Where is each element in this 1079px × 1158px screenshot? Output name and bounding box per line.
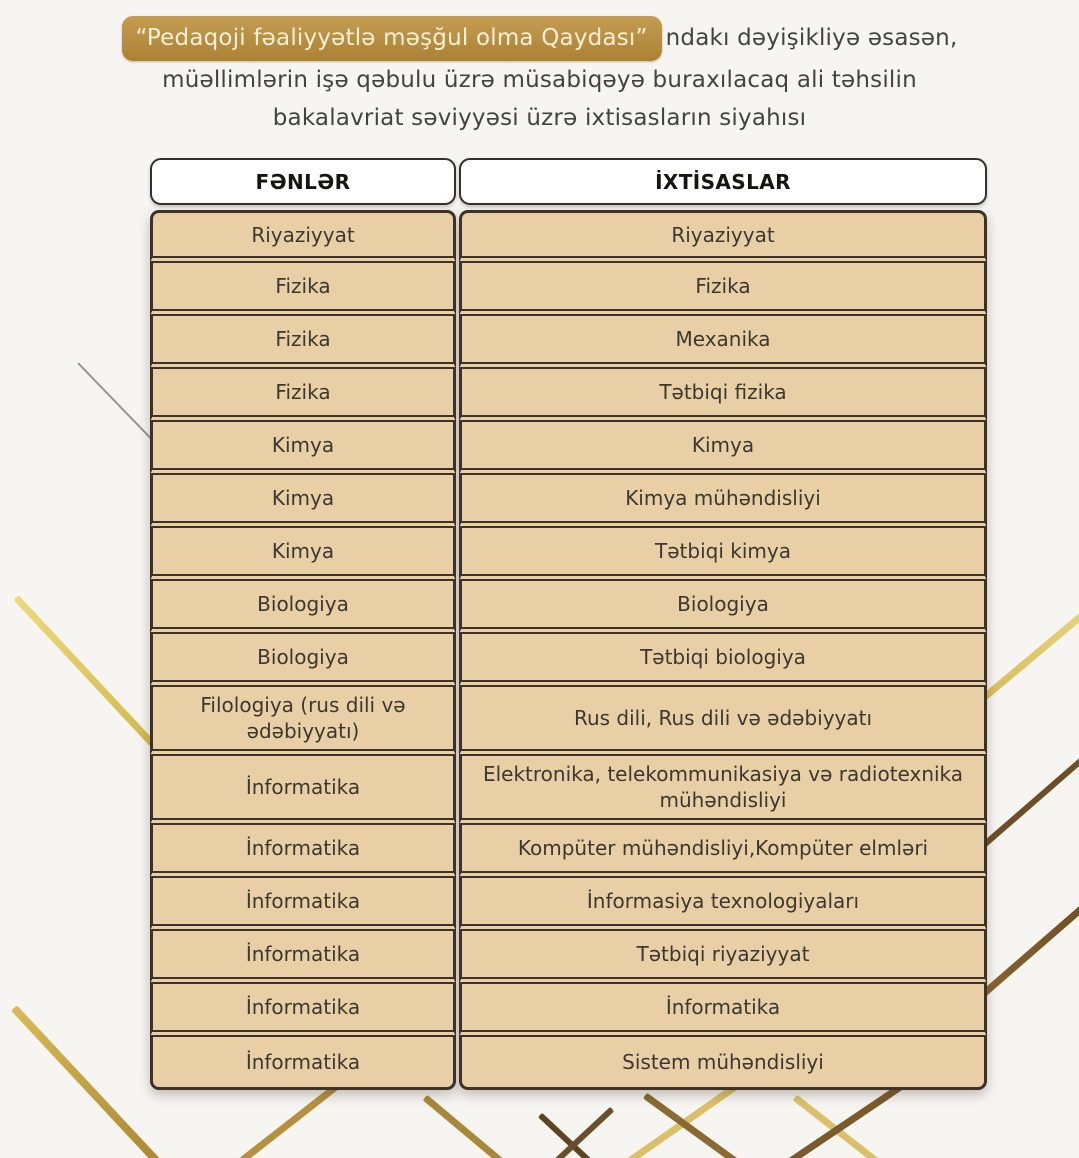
table-cell: [150, 687, 456, 756]
table-cell: [459, 1037, 987, 1090]
table-cell: [150, 931, 456, 984]
cell-text: İnformatika: [245, 995, 361, 1019]
table-cell: [150, 475, 456, 528]
cell-text: Kimya: [691, 433, 755, 457]
cell-text: İnformatika: [245, 836, 361, 860]
decorative-line-right-brown: [975, 747, 1079, 853]
cell-text: Tətbiqi riyaziyyat: [636, 942, 810, 966]
cell-text: Fizika: [275, 274, 331, 298]
table-cell: [150, 581, 456, 634]
table-header-row: [150, 158, 987, 205]
decorative-line-gray: [77, 362, 156, 444]
table-cell: [459, 931, 987, 984]
table-cell: [150, 210, 456, 263]
cell-text: Fizika: [275, 327, 331, 351]
title-line-3: bakalavriat səviyyəsi üzrə ixtisasların siyahısı: [272, 105, 807, 131]
table-cell: [459, 825, 987, 878]
table-cell: [459, 263, 987, 316]
table-cell: [459, 878, 987, 931]
cell-text: İnformasiya texnologiyaları: [586, 889, 860, 913]
title-line-2: müəllimlərin işə qəbulu üzrə müsabiqəyə buraxılacaq ali təhsilin: [162, 67, 917, 93]
table-cell: [150, 1037, 456, 1090]
cell-text: Biologiya: [257, 645, 349, 669]
column-header-specialties: İXTİSASLAR: [459, 158, 987, 205]
cell-text: Riyaziyyat: [671, 222, 775, 247]
cell-text: Fizika: [695, 274, 751, 298]
cell-text: Mexanika: [675, 327, 771, 351]
table-cell: [150, 528, 456, 581]
table-cell: [459, 528, 987, 581]
cell-text: Biologiya: [257, 592, 349, 616]
cell-text: Tətbiqi biologiya: [640, 645, 806, 669]
table-cell: [150, 422, 456, 475]
decorative-line-gold-left: [13, 595, 155, 746]
cell-text: Kimya: [271, 539, 335, 563]
column-header-subjects: FƏNLƏR: [150, 158, 456, 205]
cell-text: İnformatika: [245, 942, 361, 966]
table-cell: [150, 634, 456, 687]
decorative-line-right-bronze: [975, 895, 1079, 1002]
table-cell: [459, 581, 987, 634]
title-line-1: [0, 16, 1079, 61]
decorative-line-descending: [423, 1095, 518, 1158]
table-cell: [150, 316, 456, 369]
cell-text: Riyaziyyat: [251, 222, 355, 247]
table-cell: [459, 369, 987, 422]
table-cell: [150, 756, 456, 825]
decorative-line-right-gold: [975, 601, 1079, 706]
cell-text: Kompüter mühəndisliyi,Kompüter elmləri: [517, 836, 929, 860]
cell-text: Rus dili, Rus dili və ədəbiyyatı: [573, 706, 873, 730]
cell-text: İnformatika: [245, 775, 361, 799]
cell-text: Filologiya (rus dili və ədəbiyyatı): [200, 693, 406, 743]
title-line-1-rest: ndakı dəyişikliyə əsasən,: [665, 25, 958, 51]
cell-text: Kimya: [271, 433, 335, 457]
cell-text: İnformatika: [245, 1050, 361, 1074]
table-cell: [459, 422, 987, 475]
table-cell: [150, 825, 456, 878]
cell-text: İnformatika: [245, 889, 361, 913]
cell-text: Biologiya: [677, 592, 769, 616]
table-cell: [150, 369, 456, 422]
table-body: [150, 210, 987, 1090]
cell-text: Tətbiqi kimya: [655, 539, 791, 563]
cell-text: Tətbiqi fizika: [659, 380, 787, 404]
table-cell: [459, 210, 987, 263]
table-cell: [150, 263, 456, 316]
cell-text: Sistem mühəndisliyi: [622, 1050, 824, 1074]
page-title: [0, 0, 1079, 137]
table-cell: [459, 756, 987, 825]
specialties-table: [150, 158, 987, 1090]
cell-text: İnformatika: [665, 995, 781, 1019]
table-cell: [459, 984, 987, 1037]
table-cell: [459, 475, 987, 528]
table-cell: [459, 316, 987, 369]
decorative-line-cross-1: [643, 1093, 751, 1158]
table-cell: [459, 687, 987, 756]
table-cell: [150, 984, 456, 1037]
table-cell: [459, 634, 987, 687]
cell-text: Elektronika, telekommunikasiya və radiotexnika mühəndisliyi: [482, 762, 964, 812]
cell-text: Kimya: [271, 486, 335, 510]
title-highlight-badge: “Pedaqoji fəaliyyətlə məşğul olma Qaydası”: [122, 16, 662, 61]
cell-text: Kimya mühəndisliyi: [625, 486, 821, 510]
cell-text: Fizika: [275, 380, 331, 404]
table-cell: [150, 878, 456, 931]
